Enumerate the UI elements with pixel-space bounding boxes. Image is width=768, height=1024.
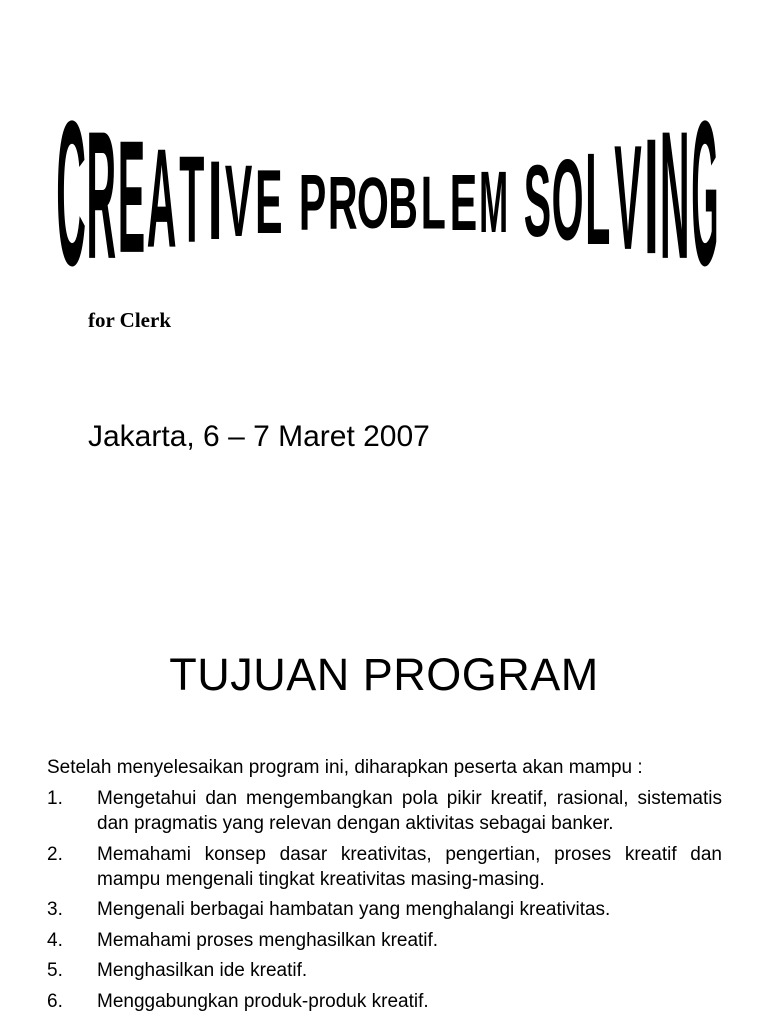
wordart-letter: R [86, 104, 117, 276]
section-intro: Setelah menyelesaikan program ini, diharapkan peserta akan mampu : [47, 757, 643, 778]
wordart-letter: O [551, 137, 584, 266]
wordart-letter: C [56, 104, 86, 276]
wordart-letter: E [449, 159, 478, 248]
wordart-letter: V [224, 145, 253, 259]
goal-number: 3. [47, 899, 63, 920]
goal-text: Menghasilkan ide kreatif. [97, 960, 308, 981]
wordart-letter: S [523, 145, 552, 259]
wordart-letter: L [585, 125, 611, 273]
wordart-letter: G [691, 104, 719, 276]
wordart-letter: O [356, 164, 389, 245]
goal-number: 1. [47, 788, 63, 809]
wordart-letter: P [298, 159, 327, 248]
goal-number: 5. [47, 960, 63, 981]
wordart-letter: B [388, 164, 418, 245]
wordart-letter: T [179, 130, 205, 269]
wordart-letter: L [420, 160, 446, 245]
goal-number: 6. [47, 990, 63, 1012]
subtitle: for Clerk [88, 308, 172, 332]
goal-number: 4. [47, 929, 63, 951]
wordart-letter: E [255, 150, 283, 253]
wordart-letters [56, 104, 718, 276]
title-wordart [56, 104, 720, 276]
goals-list [47, 786, 722, 1019]
wordart-letter: N [659, 104, 690, 276]
goal-text: Menggabungkan produk-produk kreatif. [97, 990, 429, 1012]
wordart-letter: A [146, 118, 177, 276]
goal-item [47, 786, 722, 836]
goal-item [47, 989, 722, 1014]
goal-item [47, 928, 722, 953]
wordart-letter: I [207, 136, 223, 264]
wordart-letter: R [327, 160, 358, 245]
wordart-letter: I [643, 104, 659, 276]
goal-number: 2. [47, 843, 63, 865]
event-location-date: Jakarta, 6 – 7 Maret 2007 [88, 420, 430, 453]
wordart-letter: V [614, 115, 642, 276]
goal-text: Mengetahui dan mengembangkan pola pikir kreatif, rasional, sistematis dan pragmatis yang relevan dengan aktivitas sebagai banker. [97, 788, 722, 834]
goal-item [47, 842, 722, 892]
goal-item [47, 958, 722, 983]
goal-text: Memahami proses menghasilkan kreatif. [97, 929, 439, 951]
wordart-letter: E [117, 106, 146, 276]
section-heading: TUJUAN PROGRAM [169, 649, 599, 700]
wordart-letter: M [479, 154, 509, 252]
goal-text: Mengenali berbagai hambatan yang menghalangi kreativitas. [97, 899, 611, 920]
goal-text: Memahami konsep dasar kreativitas, pengertian, proses kreatif dan mampu mengenali tingkat kreativitas masing-masing. [97, 843, 722, 890]
goal-item [47, 897, 722, 922]
